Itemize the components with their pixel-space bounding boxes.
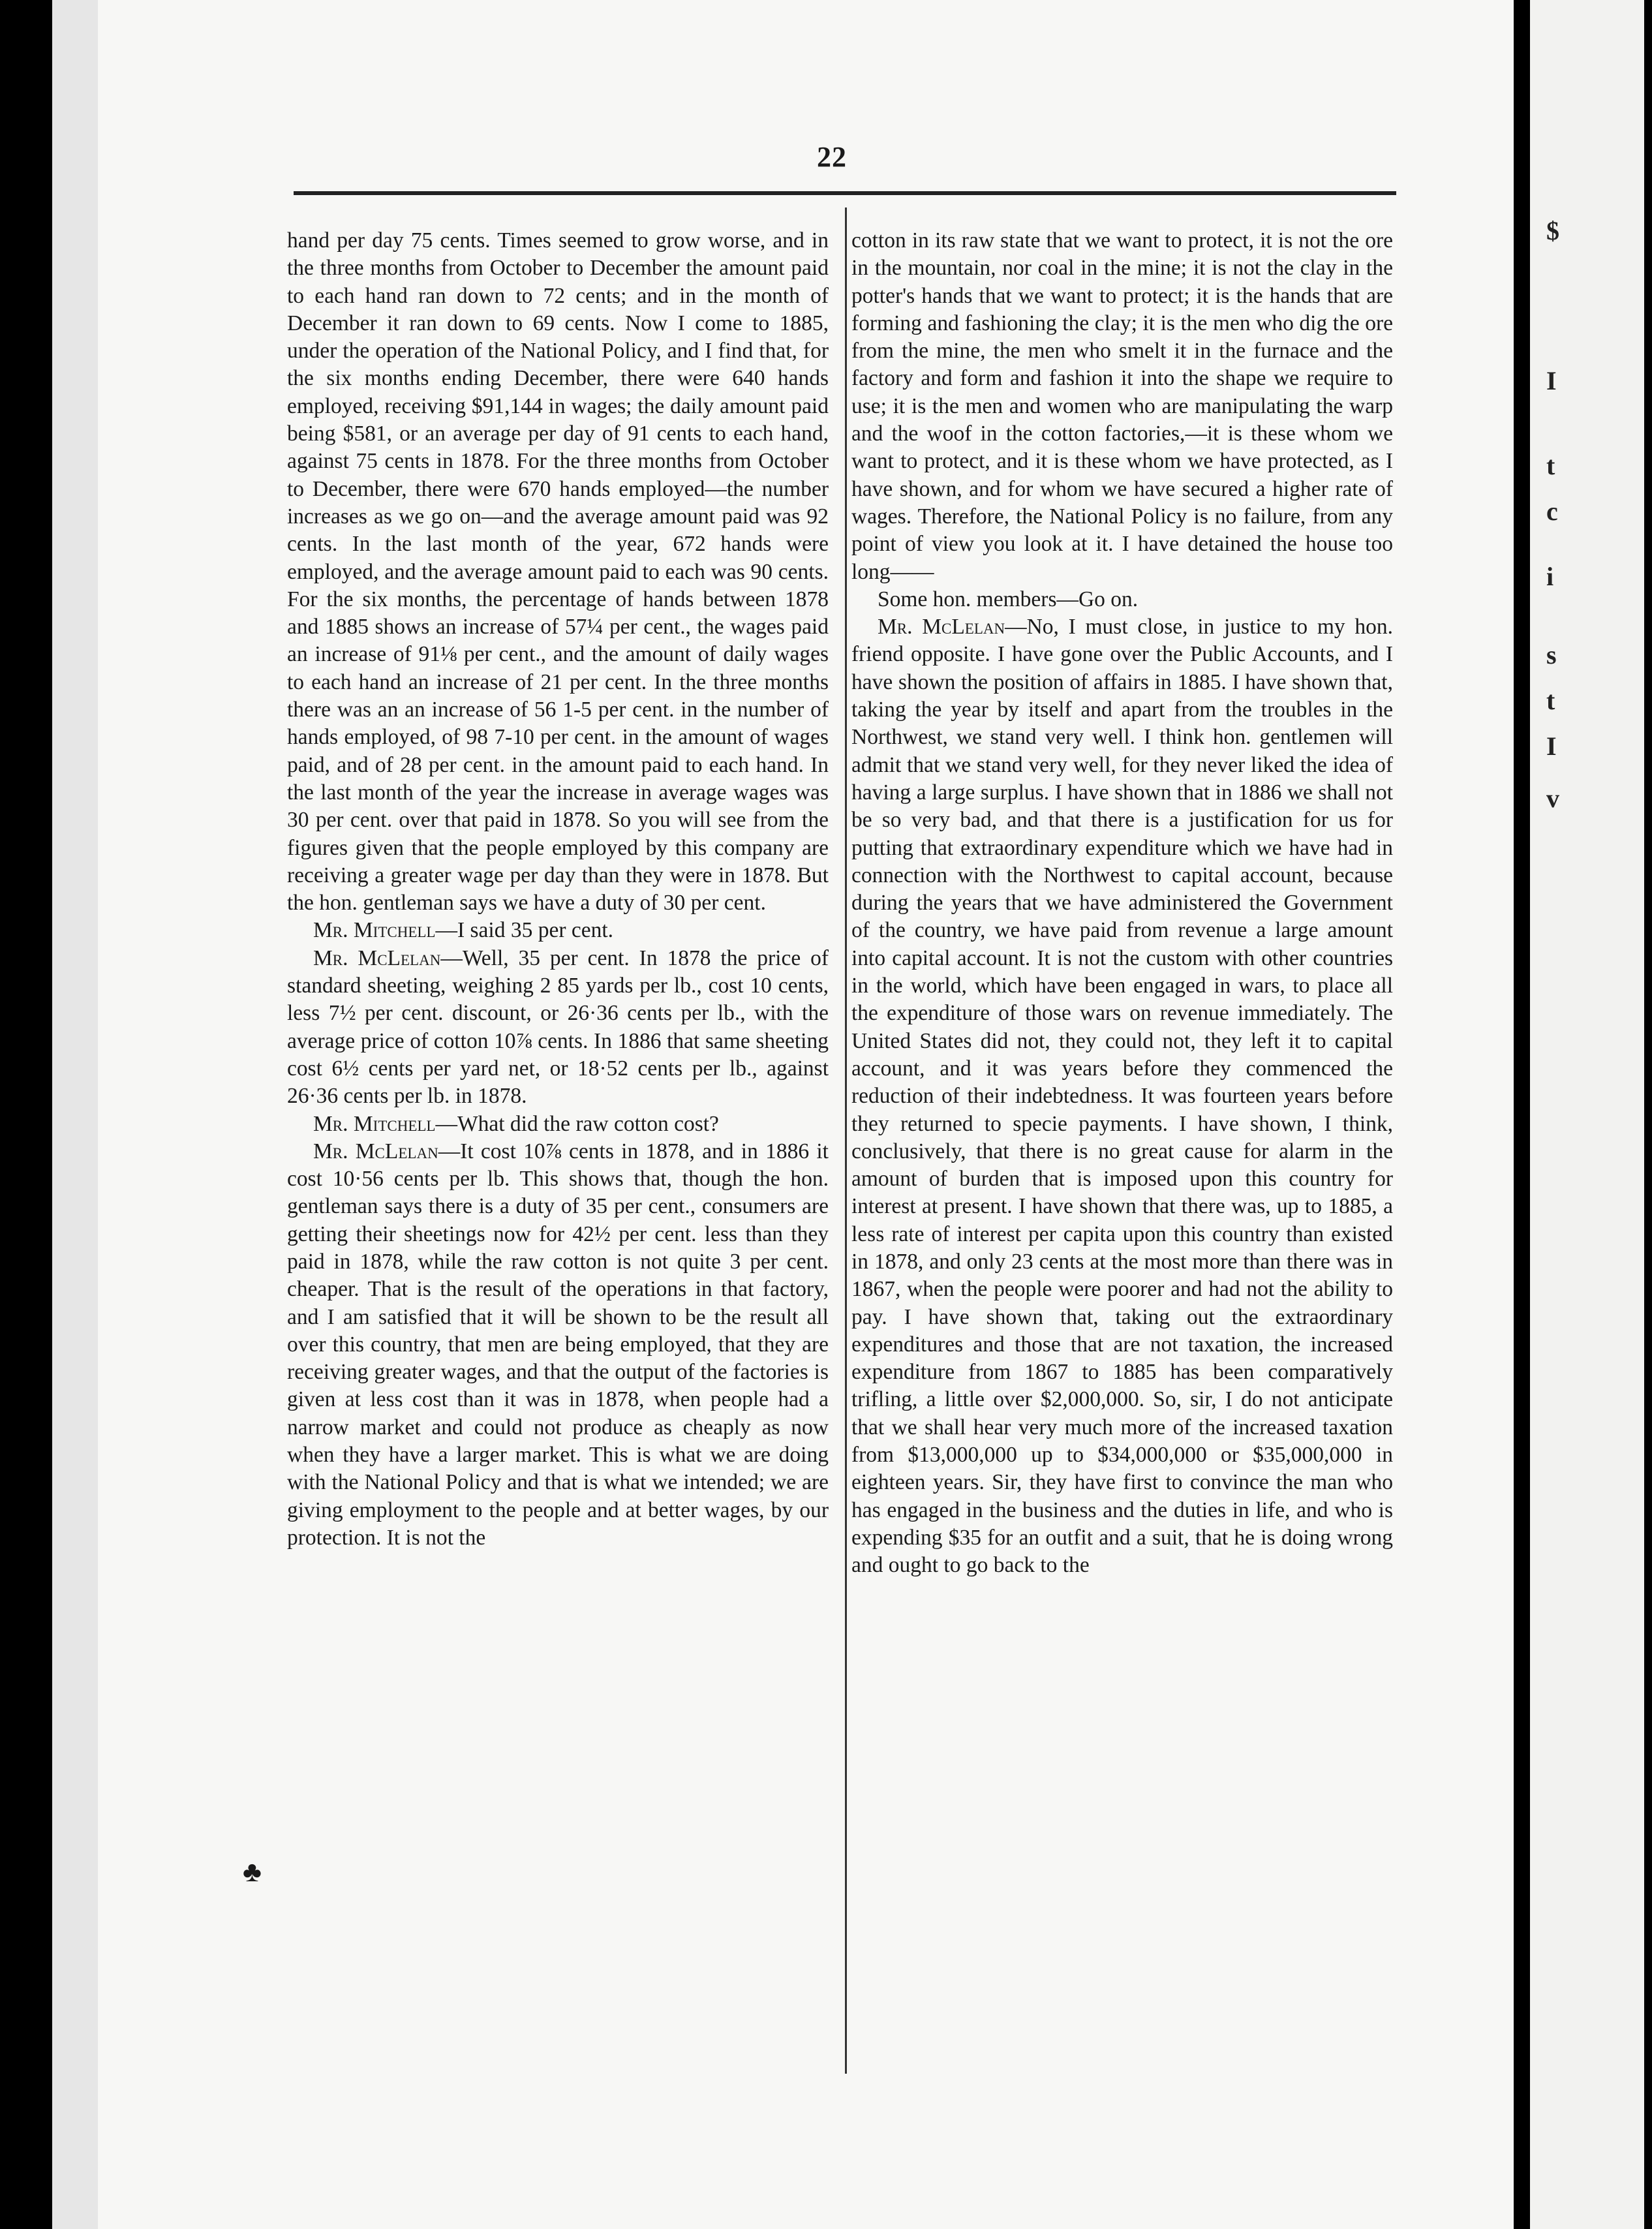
edge-glyph: i [1546,562,1554,591]
edge-glyph: v [1546,784,1559,813]
paragraph-text: hand per day 75 cents. Times seemed to grow worse, and in the three months from October to December the amount paid to each hand ran down to 72 cents; and in the month of December it ran down to 69 cents. Now I come to 1885, under the operation of the National Policy, and I find that, for the six months ending December, there were 640 hands employed, receiving $91,144 in wages; the daily amount paid being $581, or an average per day of 91 cents to each hand, against 75 cents in 1878. For the three months from October to December, there were 670 hands employed—the number increases as we go on—and the average amount paid was 92 cents. In the last month of the year, 672 hands were employed, and the average amount paid to each was 90 cents. For the six months, the percentage of hands between 1878 and 1885 shows an increase of 57¼ per cent., the wages paid an increase of 91⅛ per cent., and the amount of daily wages to each hand an increase of 21 per cent. In the three months there was an an increase of 56 1-5 per cent. in the number of hands employed, of 98 7-10 per cent. in the amount of wages paid, and of 28 per cent. in the amount paid to each hand. In the last month of the year the increase in average wages was 30 per cent. over that paid in 1878. So you will see from the figures given that the people employed by this company are receiving a greater wage per day than they were in 1878. But the hon. gentleman says we have a duty of 30 per cent. [287,228,829,915]
paragraph [287,1138,829,1552]
header-rule [294,191,1396,195]
paragraph [287,1111,829,1138]
paragraph [287,917,829,944]
paragraph-text: —Well, 35 per cent. In 1878 the price of standard sheeting, weighing 2 85 yards per lb., cost 10 cents, less 7½ per cent. discount, or 26·36 cents per lb., with the average price of cotton 10⅞ cents. In 1886 that same sheeting cost 6½ cents per yard net, or 18·52 cents per lb., against 26·36 cents per lb. in 1878. [287,945,829,1109]
speaker-name: Mr. McLelan [313,1139,438,1163]
column-divider [845,208,847,2074]
paragraph [851,586,1393,613]
paragraph [287,227,829,917]
paragraph-text: —I said 35 per cent. [435,918,614,943]
paragraph-text: cotton in its raw state that we want to protect, it is not the ore in the mountain, nor coal in the mine; it is not the clay in the potter's hands that we want to protect; it is the hands that are forming and fashioning the clay; it is the men who dig the ore from the mine, the men who smelt it in the furnace and the factory and form and fashion it into the shape we require to use; it is the men and women who are manipulating the warp and the woof in the cotton factories,—it is these whom we want to protect, and it is these whom we have protected, as I have shown, and for whom we have secured a higher rate of wages. Therefore, the National Policy is no failure, from any point of view you look at it. I have detained the house too long—— [851,228,1393,584]
left-column [287,227,829,1552]
page-number: 22 [817,141,847,173]
paragraph [851,613,1393,1579]
adjacent-page-strip [1530,0,1644,2229]
paragraph-text: —What did the raw cotton cost? [435,1111,719,1136]
edge-glyph: t [1546,686,1555,715]
speaker-name: Mr. McLelan [878,615,1005,639]
edge-glyph: t [1546,451,1555,480]
right-column [851,227,1393,1580]
speaker-name: Mr. Mitchell [313,918,436,943]
speaker-name: Some hon. members [878,587,1057,611]
edge-glyph: I [1546,731,1557,761]
edge-glyph: I [1546,366,1557,395]
edge-glyph: s [1546,640,1557,669]
paragraph-text: —Go on. [1056,587,1139,611]
edge-glyph: $ [1546,216,1559,245]
paragraph-text: —No, I must close, in justice to my hon. friend opposite. I have gone over the Public Accounts, and I have shown the position of affairs in 1885. I have shown that, taking the year by itself and apart from the troubles in the Northwest, we stand very well. I think hon. gentlemen will admit that we stand very well, for they never liked the idea of having a large surplus. I have shown that in 1886 we shall not be so very bad, and that there is a justification for us for putting that extraordinary expenditure which we have had in connection with the Northwest to capital account, because during the years that we have administered the Government of the country, we have paid from revenue a large amount into capital account. It is not the custom with other countries in the world, which have been engaged in wars, to place all the expenditure of those wars on revenue immediately. The United States did not, they could not, they left it to capital account, and it was years before they commenced the reduction of their indebtedness. It was fourteen years before they returned to specie payments. I have shown, I think, conclusively, that there is no great cause for alarm in the amount of burden that is imposed upon this country for interest at present. I have shown that there was, up to 1885, a less rate of interest per capita upon this country than existed in 1878, and only 23 cents at the most more than there was in 1867, when the people were poorer and had not the ability to pay. I have shown that, taking out the extraordinary expenditures and those that are not taxation, the increased expenditure from 1867 to 1885 has been comparatively trifling, a little over $2,000,000. So, sir, I do not anticipate that we shall hear very much more of the increased taxation from $13,000,000 up to $34,000,000 or $35,000,000 in eighteen years. Sir, they have first to convince the man who has engaged in the business and the duties in life, and who is expending $35 for an outfit and a suit, that he is doing wrong and ought to go back to the [851,615,1393,1578]
margin-hand-mark: ♣ [243,1856,262,1888]
edge-glyph: c [1546,497,1558,526]
speaker-name: Mr. McLelan [313,945,441,970]
speaker-name: Mr. Mitchell [313,1111,436,1136]
paragraph [287,945,829,1111]
paragraph-text: —It cost 10⅞ cents in 1878, and in 1886 it cost 10·56 cents per lb. This shows that, though the hon. gentleman says there is a duty of 35 per cent., consumers are getting their sheetings now for 42½ per cent. less than they paid in 1878, while the raw cotton is not quite 3 per cent. cheaper. That is the result of the operations in that factory, and I am satisfied that it will be shown to be the result all over this country, that men are being employed, that they are receiving greater wages, and that the output of the factories is given at less cost than it was in 1878, when people had a narrow market and could not produce as cheaply as now when they have a larger market. This is what we are doing with the National Policy and that is what we intended; we are giving employment to the people and at better wages, by our protection. It is not the [287,1139,829,1550]
paragraph [851,227,1393,586]
